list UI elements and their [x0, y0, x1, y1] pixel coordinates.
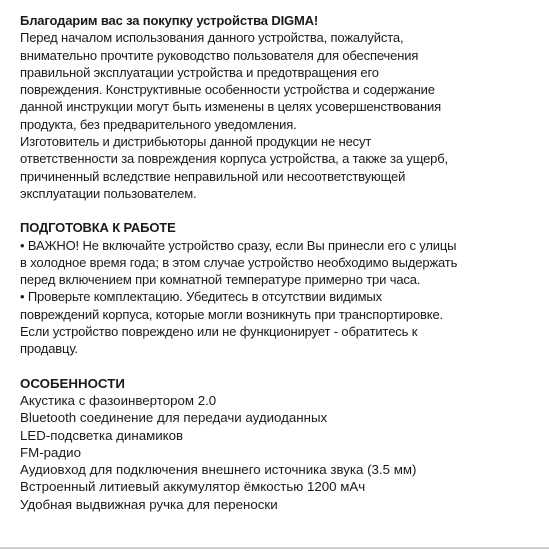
- intro-line: эксплуатации пользователем.: [20, 185, 197, 201]
- preparation-line: Если устройство повреждено или не функционирует - обратитесь к: [20, 324, 418, 340]
- feature-item: Встроенный литиевый аккумулятор ёмкостью 1200 мАч: [20, 479, 366, 495]
- intro-line: данной инструкции могут быть изменены в целях усовершенствования: [20, 99, 442, 115]
- intro-line: причиненный вследствие неправильной или несоответствующей: [20, 168, 406, 184]
- preparation-line: в холодное время года; в этом случае устройство необходимо выдержать: [20, 254, 458, 270]
- intro-line: правильной эксплуатации устройства и предотвращения его: [20, 64, 379, 80]
- feature-item: Bluetooth соединение для передачи аудиоданных: [20, 410, 328, 426]
- feature-item: LED-подсветка динамиков: [20, 427, 184, 443]
- intro-line: повреждения. Конструктивные особенности устройства и содержание: [20, 82, 435, 98]
- preparation-line: • ВАЖНО! Не включайте устройство сразу, если Вы принесли его с улицы: [20, 237, 457, 253]
- intro-section: [20, 12, 535, 202]
- preparation-line: перед включением при комнатной температуре примерно три часа.: [20, 272, 421, 288]
- preparation-section: [20, 219, 535, 357]
- intro-heading: Благодарим вас за покупку устройства DIGMA!: [20, 13, 319, 28]
- features-section: [20, 375, 535, 513]
- preparation-line: повреждений корпуса, которые могли возникнуть при транспортировке.: [20, 306, 444, 322]
- intro-line: внимательно прочтите руководство пользователя для обеспечения: [20, 47, 419, 63]
- preparation-line: • Проверьте комплектацию. Убедитесь в отсутствии видимых: [20, 289, 382, 305]
- intro-line: ответственности за повреждения корпуса устройства, а также за ущерб,: [20, 151, 449, 167]
- feature-item: Аудиовход для подключения внешнего источника звука (3.5 мм): [20, 462, 417, 478]
- intro-line: Перед началом использования данного устройства, пожалуйста,: [20, 30, 404, 46]
- preparation-line: продавцу.: [20, 341, 78, 357]
- feature-item: Удобная выдвижная ручка для переноски: [20, 496, 278, 512]
- manual-page: [20, 12, 535, 513]
- preparation-heading: ПОДГОТОВКА К РАБОТЕ: [20, 220, 176, 236]
- intro-line: продукта, без предварительного уведомления.: [20, 116, 297, 132]
- features-heading: ОСОБЕННОСТИ: [20, 375, 125, 391]
- feature-item: FM-радио: [20, 444, 81, 460]
- feature-item: Акустика с фазоинвертором 2.0: [20, 392, 217, 408]
- intro-line: Изготовитель и дистрибьюторы данной продукции не несут: [20, 134, 372, 150]
